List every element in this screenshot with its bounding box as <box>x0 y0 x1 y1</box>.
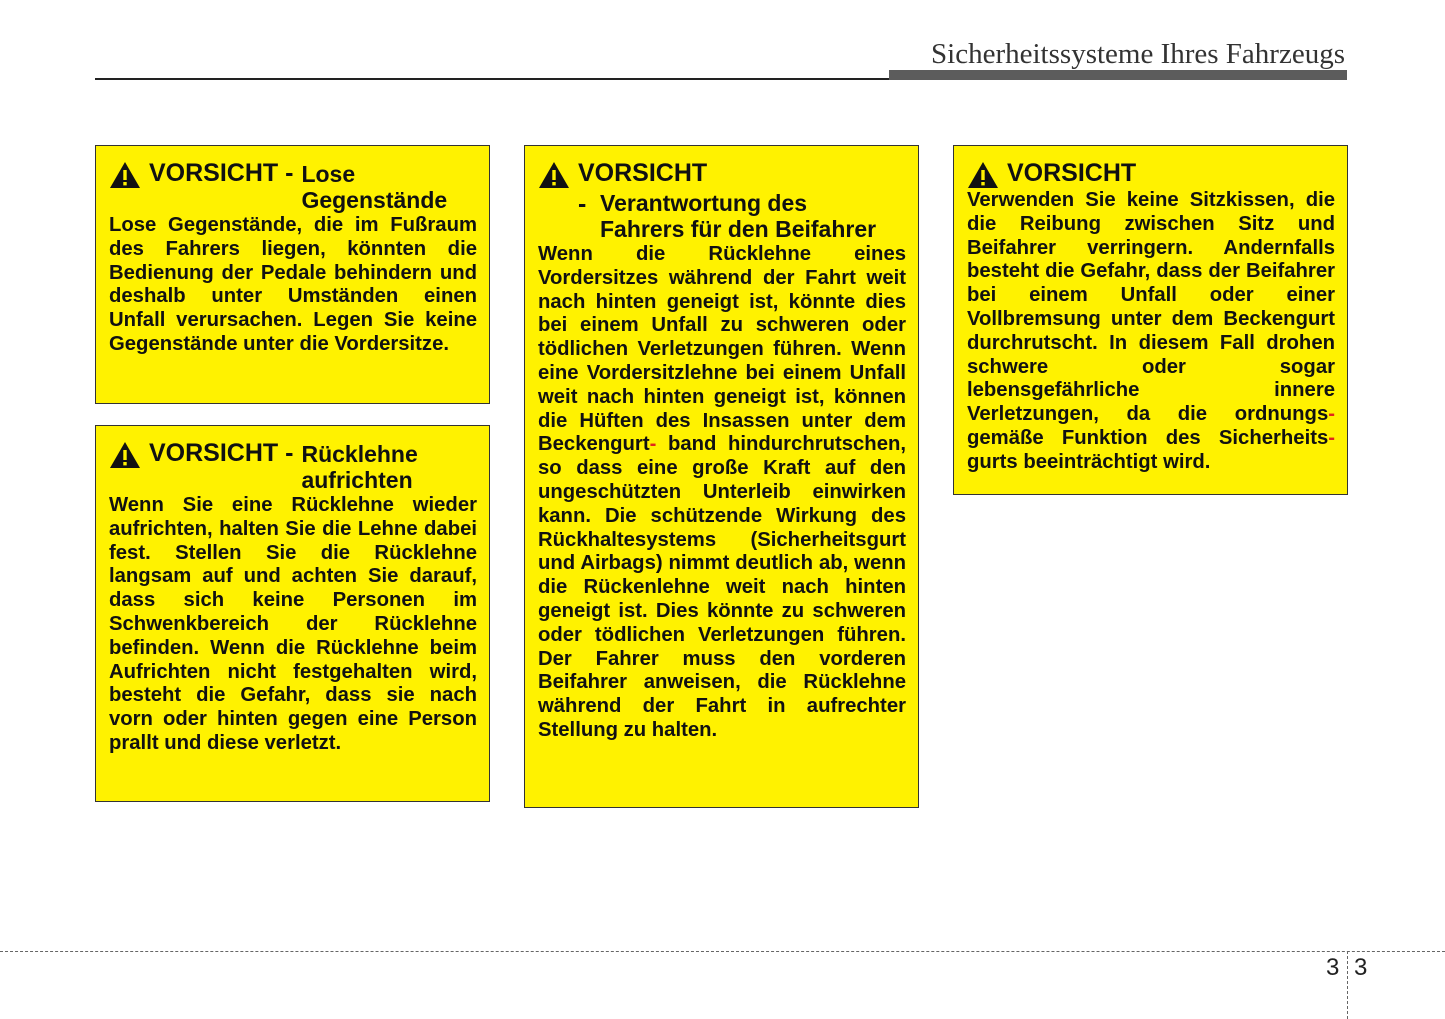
caution-topic-line: Lose <box>301 161 356 187</box>
page-header-title: Sicherheitssysteme Ihres Fahrzeugs <box>931 38 1345 70</box>
hyphen-mark: - <box>649 433 657 456</box>
caution-body: Lose Gegenstände, die im Fußraum des Fahrers liegen, könnten die Bedienung der Pedale behindern und deshalb unter Umständen einen Unfall verursachen. Legen Sie keine Gegenstände unter die Vordersitze. <box>109 214 477 355</box>
caution-topic-line: Rücklehne <box>301 441 418 467</box>
caution-label: VORSICHT <box>578 159 708 187</box>
body-segment: Verwenden Sie keine Sitzkissen, die die Reibung zwischen Sitz und Beifahrer verringern. Andernfalls besteht die Gefahr, dass der Beifahrer bei einem Unfall oder einer Vollbremsung unter dem Beckengurt durchrutscht. In diesem Fall drohen schwere oder sogar lebensgefährliche innere Verletzungen, da die ordnungs <box>967 189 1335 426</box>
warning-triangle-icon <box>109 161 141 189</box>
page-number: 3 <box>1354 954 1368 981</box>
warning-triangle-icon <box>967 161 999 189</box>
caution-label: VORSICHT - <box>149 159 294 187</box>
warning-triangle-icon <box>109 441 141 469</box>
caution-topic <box>301 161 447 213</box>
caution-body <box>538 243 906 743</box>
caution-box-seat-cushions <box>953 145 1348 495</box>
caution-topic-line: Verantwortung des <box>600 190 808 216</box>
body-segment: gurts beeinträchtigt wird. <box>967 450 1211 473</box>
caution-dash: - <box>578 190 587 218</box>
caution-label: VORSICHT - <box>149 439 294 467</box>
caution-heading <box>109 158 477 213</box>
header-accent-bar <box>889 70 1347 80</box>
caution-heading <box>538 158 906 189</box>
caution-body: Wenn Sie eine Rücklehne wieder aufrichten, halten Sie die Lehne dabei fest. Stellen Sie die Rücklehne langsam auf und achten Sie darauf, dass sich keine Personen im Schwenkbereich der Rücklehne befinden. Wenn die Rücklehne beim Aufrichten nicht festgehalten wird, besteht die Gefahr, dass sie nach vorn oder hinten gegen eine Person prallt und diese verletzt. <box>109 494 477 754</box>
warning-triangle-icon <box>538 161 570 189</box>
caution-label: VORSICHT <box>1007 159 1137 187</box>
caution-topic-line: Fahrers für den Beifahrer <box>600 216 877 242</box>
footer-divider <box>1347 951 1348 1019</box>
caution-box-driver-responsibility <box>524 145 919 808</box>
caution-heading <box>967 158 1335 189</box>
caution-topic-line: aufrichten <box>301 467 413 493</box>
body-segment: band hindurchrutschen, so dass eine große Kraft auf den ungeschützten Unterleib einwirken kann. Die schützende Wirkung des Rückhaltesystems (Sicherheitsgurt und Airbags) nimmt deutlich ab, wenn die Rückenlehne weit nach hinten geneigt ist. Dies könnte zu schweren oder tödlichen Verletzungen führen. Der Fahrer muss den vorderen Beifahrer anweisen, die Rücklehne während der Fahrt in aufrechter Stellung zu halten. <box>538 433 906 741</box>
hyphen-mark: - <box>1328 403 1335 426</box>
chapter-number: 3 <box>1326 954 1340 981</box>
caution-topic-line: Gegenstände <box>301 187 448 213</box>
caution-heading <box>109 438 477 493</box>
caution-body <box>967 189 1335 475</box>
hyphen-mark: - <box>1328 426 1335 449</box>
caution-topic <box>301 441 417 493</box>
footer-rule <box>0 951 1445 952</box>
caution-box-backrest-raise <box>95 425 490 802</box>
body-segment: gemäße Funktion des Sicherheits <box>967 426 1329 449</box>
body-segment: Wenn die Rücklehne eines Vordersitzes während der Fahrt weit nach hinten geneigt ist, könnte dies bei einem Unfall zu schweren oder tödlichen Verletzungen führen. Wenn eine Vordersitzlehne bei einem Unfall weit nach hinten geneigt ist, können die Hüften des Insassen unter dem Beckengurt <box>538 243 906 456</box>
caution-topic-text <box>600 190 876 242</box>
caution-box-loose-objects <box>95 145 490 404</box>
caution-topic <box>578 189 906 242</box>
